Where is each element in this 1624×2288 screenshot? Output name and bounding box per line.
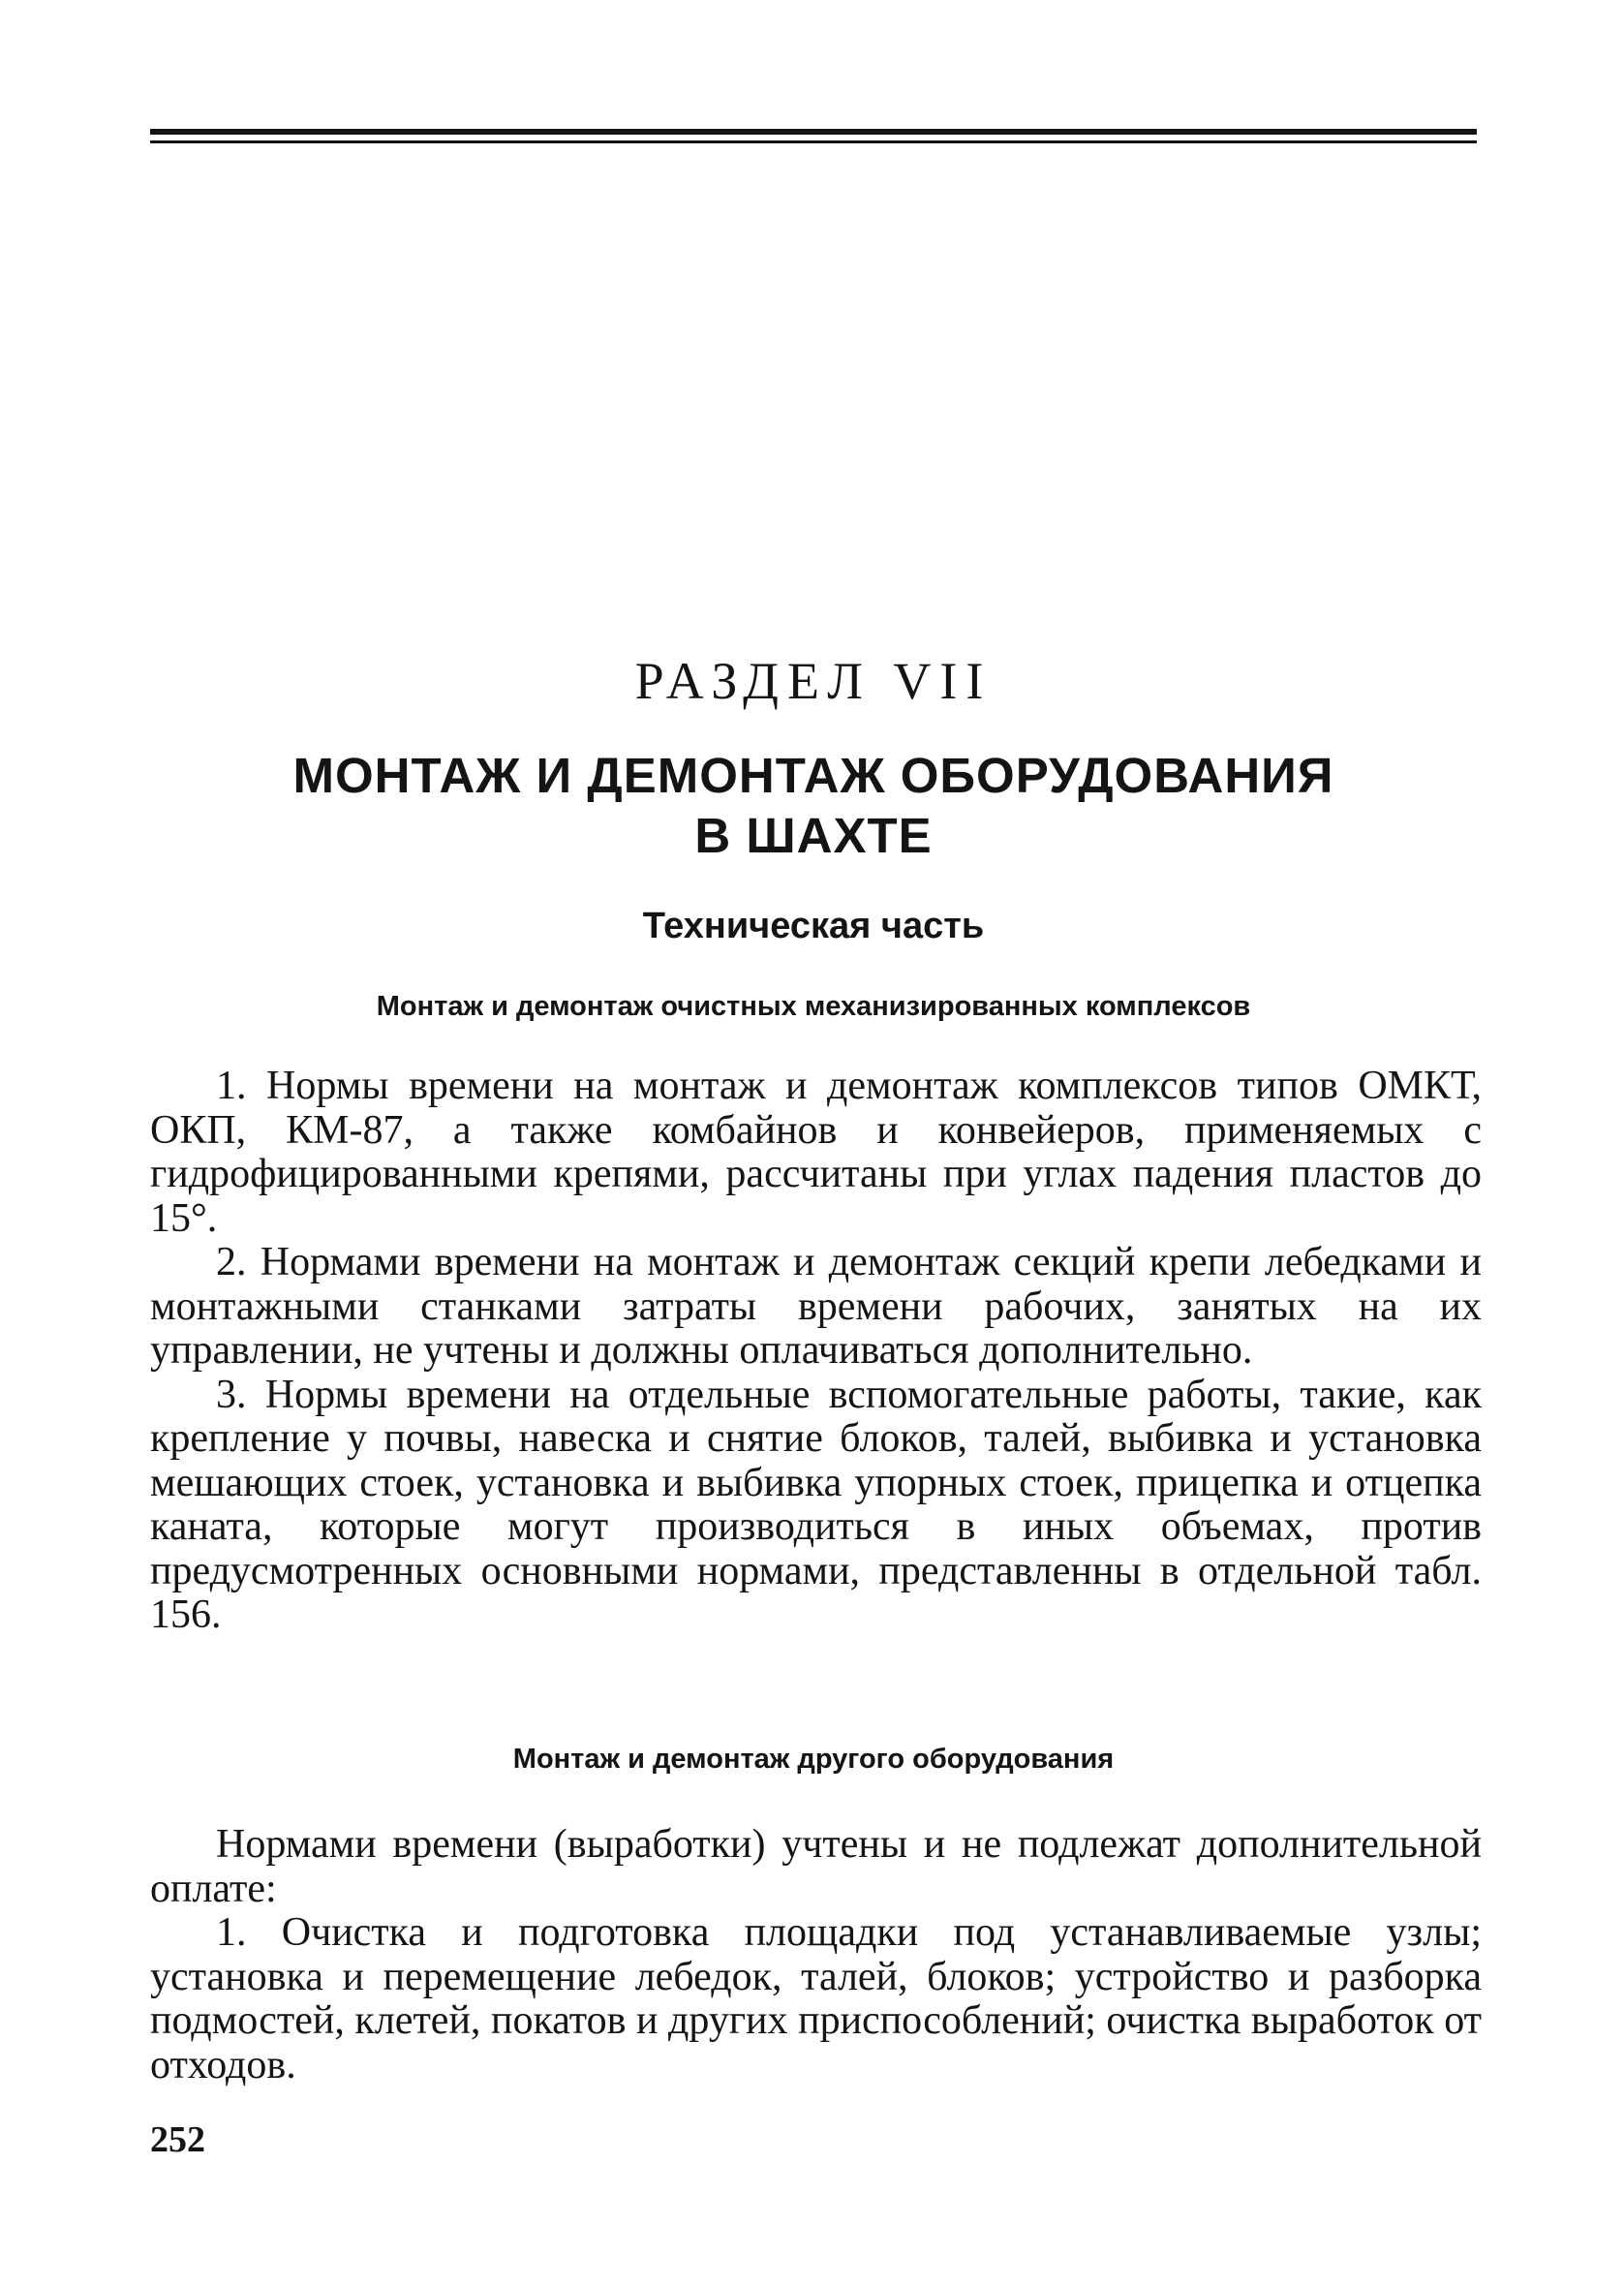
section-title-line-2: В ШАХТЕ [694, 808, 933, 863]
part-2-paragraph-2: 1. Очистка и подготовка площадки под устанавливаемые узлы; установка и перемещение лебедок, талей, блоков; устройство и разборка подмостей, клетей, покатов и других приспособлений; очистка выработок от отходов. [150, 1910, 1482, 2087]
section-title-line-1: МОНТАЖ И ДЕМОНТАЖ ОБОРУДОВАНИЯ [292, 748, 1334, 803]
section-label: РАЗДЕЛ VII [634, 652, 993, 710]
section-subtitle: Техническая часть [642, 906, 985, 946]
page-number: 252 [150, 2119, 205, 2160]
part-1-paragraph-3: 3. Нормы времени на отдельные вспомогательные работы, такие, как крепление у почвы, навеска и снятие блоков, талей, выбивка и установка мешающих стоек, установка и выбивка упорных стоек, прицепка и отцепка каната, которые могут производиться в иных объемах, против предусмотренных основными нормами, представленны в отдельной табл. 156. [150, 1372, 1482, 1637]
part-2-heading: Монтаж и демонтаж другого оборудования [512, 1744, 1115, 1775]
top-double-rule-thick [150, 129, 1477, 135]
part-1-paragraph-1: 1. Нормы времени на монтаж и демонтаж комплексов типов ОМКТ, ОКП, КМ-87, а также комбайнов и конвейеров, применяемых с гидрофицированными крепями, рассчитаны при углах падения пластов до 15°. [150, 1064, 1482, 1241]
part-1-heading: Монтаж и демонтаж очистных механизированных комплексов [376, 991, 1251, 1022]
part-2-body [150, 1823, 1482, 2087]
part-1-body [150, 1065, 1482, 1638]
part-2-paragraph-1: Нормами времени (выработки) учтены и не подлежат дополнительной оплате: [150, 1822, 1482, 1911]
top-double-rule-thin [150, 140, 1477, 143]
section-title [150, 746, 1477, 866]
part-1-paragraph-2: 2. Нормами времени на монтаж и демонтаж секций крепи лебедками и монтажными станками затраты времени рабочих, занятых на их управлении, не учтены и должны оплачиваться дополнительно. [150, 1240, 1482, 1373]
